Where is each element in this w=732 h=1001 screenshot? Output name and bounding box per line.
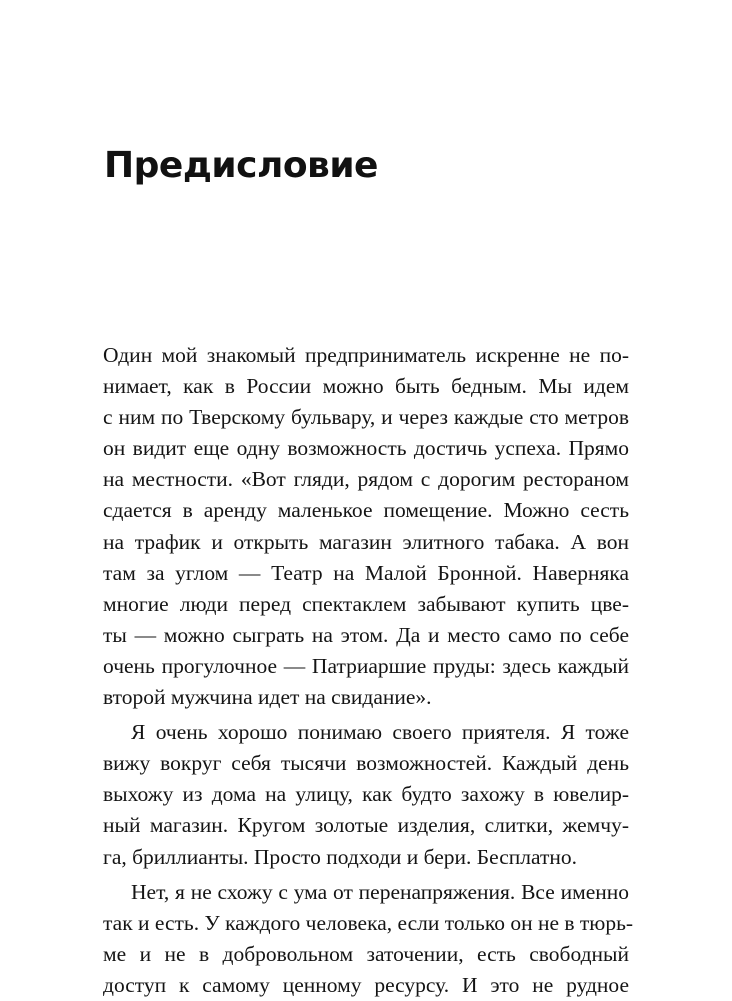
text-line: ный магазин. Кругом золотые изделия, слитки, жемчу-	[103, 813, 629, 838]
paragraph-1	[103, 340, 629, 713]
text-line: второй мужчина идет на свидание».	[103, 685, 432, 710]
paragraph-3	[103, 877, 634, 1001]
chapter-title: Предисловие	[104, 145, 378, 186]
text-line: сдается в аренду маленькое помещение. Можно сесть	[103, 498, 629, 523]
text-line: ты — можно сыграть на этом. Да и место само по себе	[103, 622, 629, 647]
text-line: на трафик и открыть магазин элитного табака. А вон	[103, 529, 629, 554]
text-line: он видит еще одну возможность достичь успеха. Прямо	[103, 436, 629, 461]
text-line: Нет, я не схожу с ума от перенапряжения. Все именно	[131, 879, 629, 904]
text-line: Я очень хорошо понимаю своего приятеля. Я тоже	[131, 720, 629, 745]
text-line: на местности. «Вот гляди, рядом с дорогим рестораном	[103, 467, 629, 492]
text-line: многие люди перед спектаклем забывают купить цве-	[103, 591, 629, 616]
text-line: очень прогулочное — Патриаршие пруды: здесь каждый	[103, 653, 629, 678]
text-line: выхожу из дома на улицу, как будто захожу в ювелир-	[103, 782, 629, 807]
text-line: га, бриллианты. Просто подходи и бери. Бесплатно.	[103, 844, 578, 869]
text-line: там за углом — Театр на Малой Бронной. Наверняка	[103, 560, 629, 585]
paragraph-2	[103, 717, 629, 872]
text-line: так и есть. У каждого человека, если только он не в тюрь-	[103, 910, 634, 935]
text-line: доступ к самому ценному ресурсу. И это не рудное	[103, 972, 629, 997]
body-text	[103, 340, 634, 1001]
text-line: ме и не в добровольном заточении, есть свободный	[103, 941, 629, 966]
text-line: нимает, как в России можно быть бедным. Мы идем	[103, 374, 629, 399]
text-line: вижу вокруг себя тысячи возможностей. Каждый день	[103, 751, 629, 776]
text-line: Один мой знакомый предприниматель искренне не по-	[103, 343, 629, 367]
text-line: с ним по Тверскому бульвару, и через каждые сто метров	[103, 405, 629, 430]
